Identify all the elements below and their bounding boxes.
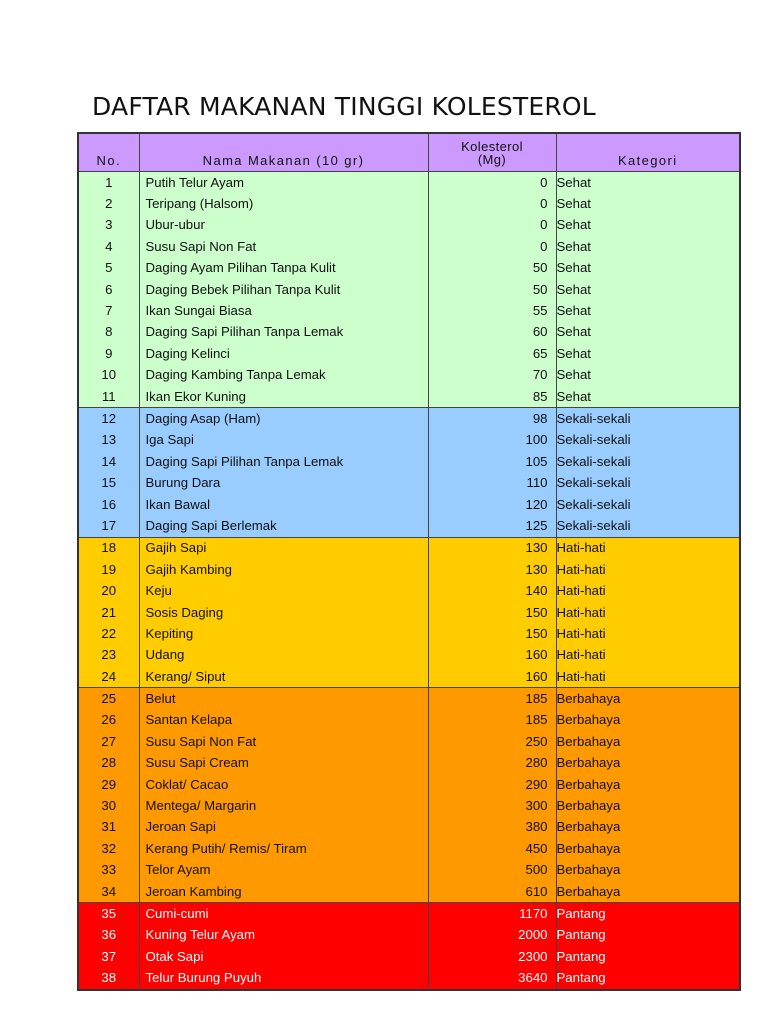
cell-no: 19 — [78, 559, 139, 580]
cell-kategori: Berbahaya — [556, 881, 740, 903]
cell-kategori: Hati-hati — [556, 645, 740, 666]
cell-kolesterol: 55 — [428, 300, 556, 321]
cell-kategori: Hati-hati — [556, 559, 740, 580]
table-row — [78, 817, 740, 838]
cell-food-name: Daging Kelinci — [139, 343, 428, 364]
cell-no: 8 — [78, 322, 139, 343]
cell-no: 5 — [78, 258, 139, 279]
cell-kolesterol: 0 — [428, 172, 556, 194]
cell-no: 24 — [78, 666, 139, 688]
header-kolesterol-line2: (Mg) — [477, 151, 507, 167]
cell-kategori: Sehat — [556, 300, 740, 321]
cell-no: 12 — [78, 408, 139, 430]
table-row — [78, 967, 740, 989]
cell-no: 18 — [78, 537, 139, 559]
cell-kolesterol: 65 — [428, 343, 556, 364]
cell-kolesterol: 105 — [428, 451, 556, 472]
table-row — [78, 537, 740, 559]
cell-kategori: Berbahaya — [556, 753, 740, 774]
cell-no: 32 — [78, 838, 139, 859]
cell-food-name: Daging Kambing Tanpa Lemak — [139, 365, 428, 386]
cell-food-name: Susu Sapi Non Fat — [139, 731, 428, 752]
cell-kolesterol: 85 — [428, 386, 556, 408]
table-row — [78, 494, 740, 515]
cell-no: 16 — [78, 494, 139, 515]
cell-no: 34 — [78, 881, 139, 903]
cell-kolesterol: 500 — [428, 860, 556, 881]
cell-food-name: Keju — [139, 580, 428, 601]
cell-food-name: Otak Sapi — [139, 946, 428, 967]
cell-kolesterol: 2000 — [428, 925, 556, 946]
cell-no: 3 — [78, 215, 139, 236]
table-row — [78, 925, 740, 946]
cell-no: 13 — [78, 430, 139, 451]
cell-no: 25 — [78, 688, 139, 710]
cell-kategori: Sekali-sekali — [556, 494, 740, 515]
table-row — [78, 258, 740, 279]
cell-food-name: Udang — [139, 645, 428, 666]
cell-kategori: Sehat — [556, 258, 740, 279]
cell-kategori: Pantang — [556, 903, 740, 925]
cell-kolesterol: 160 — [428, 666, 556, 688]
cell-food-name: Jeroan Sapi — [139, 817, 428, 838]
cell-food-name: Susu Sapi Non Fat — [139, 236, 428, 257]
table-row — [78, 215, 740, 236]
cell-kolesterol: 125 — [428, 515, 556, 537]
cell-kolesterol: 1170 — [428, 903, 556, 925]
cell-food-name: Daging Asap (Ham) — [139, 408, 428, 430]
page-title: DAFTAR MAKANAN TINGGI KOLESTEROL — [92, 92, 596, 121]
cell-no: 31 — [78, 817, 139, 838]
cell-no: 26 — [78, 710, 139, 731]
cell-kategori: Sekali-sekali — [556, 408, 740, 430]
cell-food-name: Sosis Daging — [139, 602, 428, 623]
cell-kolesterol: 380 — [428, 817, 556, 838]
cell-kolesterol: 130 — [428, 559, 556, 580]
cell-food-name: Gajih Sapi — [139, 537, 428, 559]
cell-kategori: Berbahaya — [556, 688, 740, 710]
cell-food-name: Cumi-cumi — [139, 903, 428, 925]
table-row — [78, 645, 740, 666]
cell-no: 9 — [78, 343, 139, 364]
cell-kategori: Sehat — [556, 343, 740, 364]
cell-kategori: Sekali-sekali — [556, 472, 740, 493]
table-row — [78, 688, 740, 710]
cell-kategori: Sehat — [556, 215, 740, 236]
cell-no: 38 — [78, 967, 139, 989]
cell-no: 30 — [78, 795, 139, 816]
cell-kategori: Sehat — [556, 193, 740, 214]
table-row — [78, 343, 740, 364]
cell-no: 21 — [78, 602, 139, 623]
cell-kolesterol: 0 — [428, 215, 556, 236]
cell-no: 17 — [78, 515, 139, 537]
cell-kategori: Berbahaya — [556, 860, 740, 881]
cell-kategori: Berbahaya — [556, 838, 740, 859]
cell-no: 33 — [78, 860, 139, 881]
cell-kolesterol: 60 — [428, 322, 556, 343]
table-row — [78, 881, 740, 903]
cell-kolesterol: 160 — [428, 645, 556, 666]
cell-kategori: Hati-hati — [556, 580, 740, 601]
table-row — [78, 300, 740, 321]
cell-kolesterol: 98 — [428, 408, 556, 430]
cell-kategori: Berbahaya — [556, 710, 740, 731]
table-row — [78, 408, 740, 430]
cell-food-name: Iga Sapi — [139, 430, 428, 451]
table-row — [78, 795, 740, 816]
table-row — [78, 193, 740, 214]
header-kolesterol — [428, 133, 556, 172]
cell-food-name: Gajih Kambing — [139, 559, 428, 580]
table-row — [78, 710, 740, 731]
cell-no: 20 — [78, 580, 139, 601]
cell-kolesterol: 50 — [428, 258, 556, 279]
cell-kategori: Sehat — [556, 279, 740, 300]
table-row — [78, 236, 740, 257]
cell-kolesterol: 280 — [428, 753, 556, 774]
cell-food-name: Daging Sapi Pilihan Tanpa Lemak — [139, 451, 428, 472]
cell-kolesterol: 110 — [428, 472, 556, 493]
cell-food-name: Kepiting — [139, 623, 428, 644]
cell-no: 28 — [78, 753, 139, 774]
table-row — [78, 753, 740, 774]
header-kolesterol-line1: Kolesterol — [461, 138, 523, 154]
table-row — [78, 838, 740, 859]
cell-kolesterol: 150 — [428, 602, 556, 623]
table-row — [78, 430, 740, 451]
cell-kolesterol: 100 — [428, 430, 556, 451]
cell-food-name: Jeroan Kambing — [139, 881, 428, 903]
cell-food-name: Ikan Sungai Biasa — [139, 300, 428, 321]
cell-no: 2 — [78, 193, 139, 214]
cell-kolesterol: 300 — [428, 795, 556, 816]
cell-kategori: Pantang — [556, 925, 740, 946]
cell-kategori: Sehat — [556, 322, 740, 343]
cell-kategori: Sekali-sekali — [556, 515, 740, 537]
table-row — [78, 731, 740, 752]
cell-food-name: Mentega/ Margarin — [139, 795, 428, 816]
cell-no: 37 — [78, 946, 139, 967]
cell-food-name: Coklat/ Cacao — [139, 774, 428, 795]
table-body — [78, 172, 740, 990]
cell-no: 1 — [78, 172, 139, 194]
table-row — [78, 365, 740, 386]
table-row — [78, 322, 740, 343]
cell-food-name: Daging Bebek Pilihan Tanpa Kulit — [139, 279, 428, 300]
cell-no: 4 — [78, 236, 139, 257]
cell-food-name: Daging Sapi Pilihan Tanpa Lemak — [139, 322, 428, 343]
cell-no: 6 — [78, 279, 139, 300]
table-row — [78, 774, 740, 795]
cell-no: 29 — [78, 774, 139, 795]
cell-kategori: Pantang — [556, 967, 740, 989]
cell-no: 7 — [78, 300, 139, 321]
table-row — [78, 602, 740, 623]
cell-food-name: Daging Ayam Pilihan Tanpa Kulit — [139, 258, 428, 279]
table-row — [78, 666, 740, 688]
cell-no: 11 — [78, 386, 139, 408]
cell-no: 10 — [78, 365, 139, 386]
cell-no: 14 — [78, 451, 139, 472]
table-row — [78, 451, 740, 472]
cell-kategori: Berbahaya — [556, 795, 740, 816]
cell-no: 36 — [78, 925, 139, 946]
cell-kategori: Sehat — [556, 236, 740, 257]
cell-kategori: Sekali-sekali — [556, 430, 740, 451]
cell-kolesterol: 290 — [428, 774, 556, 795]
cell-kategori: Sehat — [556, 365, 740, 386]
cell-kategori: Berbahaya — [556, 731, 740, 752]
cell-kategori: Hati-hati — [556, 623, 740, 644]
cell-food-name: Ikan Bawal — [139, 494, 428, 515]
cell-kolesterol: 50 — [428, 279, 556, 300]
table-row — [78, 172, 740, 194]
cell-kategori: Berbahaya — [556, 774, 740, 795]
cell-kategori: Hati-hati — [556, 666, 740, 688]
cholesterol-table — [77, 132, 741, 991]
cell-kolesterol: 130 — [428, 537, 556, 559]
cell-food-name: Teripang (Halsom) — [139, 193, 428, 214]
cell-food-name: Kerang Putih/ Remis/ Tiram — [139, 838, 428, 859]
cell-no: 22 — [78, 623, 139, 644]
table-row — [78, 386, 740, 408]
cell-kolesterol: 0 — [428, 193, 556, 214]
table-row — [78, 472, 740, 493]
cell-kolesterol: 3640 — [428, 967, 556, 989]
cell-food-name: Belut — [139, 688, 428, 710]
cell-kategori: Sehat — [556, 386, 740, 408]
cell-no: 27 — [78, 731, 139, 752]
cell-food-name: Burung Dara — [139, 472, 428, 493]
cell-kolesterol: 185 — [428, 688, 556, 710]
cell-kategori: Sehat — [556, 172, 740, 194]
cell-kategori: Sekali-sekali — [556, 451, 740, 472]
cell-kolesterol: 150 — [428, 623, 556, 644]
cell-food-name: Ubur-ubur — [139, 215, 428, 236]
cell-kategori: Hati-hati — [556, 602, 740, 623]
cell-no: 23 — [78, 645, 139, 666]
table-header — [78, 133, 740, 172]
table-row — [78, 860, 740, 881]
header-no: No. — [78, 133, 139, 172]
cell-food-name: Putih Telur Ayam — [139, 172, 428, 194]
cell-food-name: Ikan Ekor Kuning — [139, 386, 428, 408]
cell-kolesterol: 0 — [428, 236, 556, 257]
cell-kolesterol: 140 — [428, 580, 556, 601]
table-row — [78, 580, 740, 601]
cell-kolesterol: 185 — [428, 710, 556, 731]
cell-kolesterol: 120 — [428, 494, 556, 515]
cell-kategori: Berbahaya — [556, 817, 740, 838]
cell-kategori: Pantang — [556, 946, 740, 967]
cell-food-name: Daging Sapi Berlemak — [139, 515, 428, 537]
cell-kolesterol: 70 — [428, 365, 556, 386]
cell-kategori: Hati-hati — [556, 537, 740, 559]
header-name: Nama Makanan (10 gr) — [139, 133, 428, 172]
cell-food-name: Santan Kelapa — [139, 710, 428, 731]
cell-kolesterol: 450 — [428, 838, 556, 859]
cell-no: 35 — [78, 903, 139, 925]
cell-food-name: Telur Burung Puyuh — [139, 967, 428, 989]
table-row — [78, 623, 740, 644]
cell-kolesterol: 250 — [428, 731, 556, 752]
header-kategori: Kategori — [556, 133, 740, 172]
table-row — [78, 946, 740, 967]
cell-kolesterol: 610 — [428, 881, 556, 903]
table-row — [78, 903, 740, 925]
table-row — [78, 515, 740, 537]
table-row — [78, 559, 740, 580]
cell-food-name: Kuning Telur Ayam — [139, 925, 428, 946]
table-row — [78, 279, 740, 300]
cell-food-name: Susu Sapi Cream — [139, 753, 428, 774]
cell-food-name: Telor Ayam — [139, 860, 428, 881]
cell-no: 15 — [78, 472, 139, 493]
cell-kolesterol: 2300 — [428, 946, 556, 967]
cell-food-name: Kerang/ Siput — [139, 666, 428, 688]
